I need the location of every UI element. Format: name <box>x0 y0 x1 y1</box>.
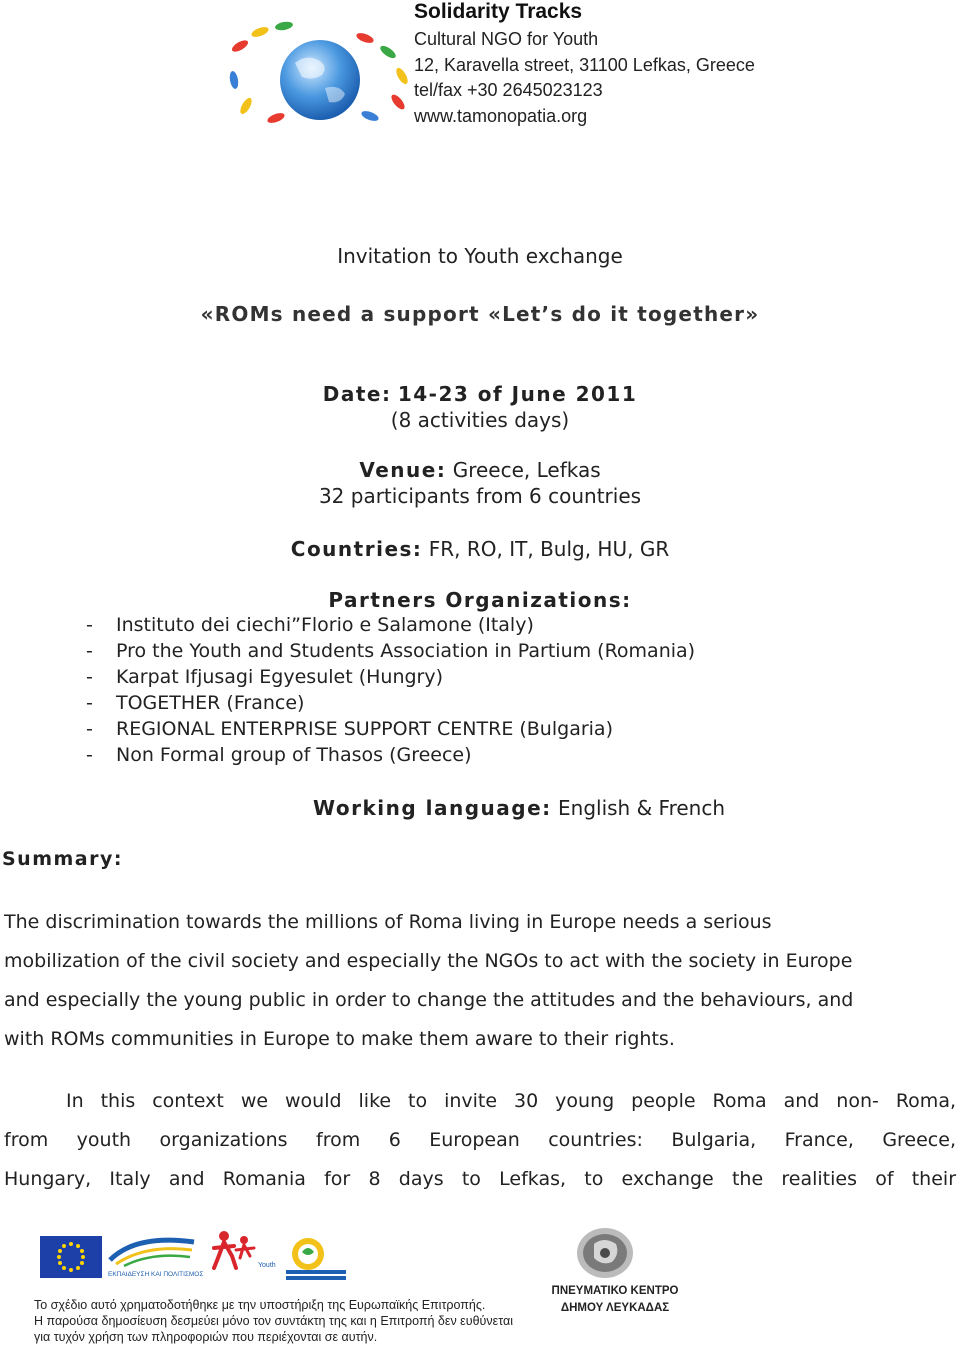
organization-name: Solidarity Tracks <box>414 0 583 23</box>
summary-line: from youth organizations from 6 European countries: Bulgaria, France, Greece, <box>4 1129 956 1151</box>
countries-value: FR, RO, IT, Bulg, HU, GR <box>428 537 670 561</box>
summary-label: Summary: <box>2 848 123 870</box>
partner-item: - TOGETHER (France) <box>86 692 305 714</box>
partner-name: Karpat Ifjusagi Egyesulet (Hungry) <box>116 666 444 688</box>
working-language-value: English & French <box>558 796 726 820</box>
funding-line: για τυχόν χρήση των πληροφοριών που περιέχονται σε αυτήν. <box>34 1330 378 1344</box>
venue-label: Venue: <box>359 458 447 482</box>
summary-line: The discrimination towards the millions of Roma living in Europe needs a serious <box>4 911 772 933</box>
summary-line: and especially the young public in order to change the attitudes and the behaviours, and <box>4 989 854 1011</box>
summary-line: Hungary, Italy and Romania for 8 days to Lefkas, to exchange the realities of their <box>4 1168 956 1190</box>
summary-paragraph-2 <box>4 1082 956 1199</box>
cultural-center-line-2: ΔΗΜΟΥ ΛΕΥΚΑΔΑΣ <box>560 1302 670 1314</box>
solidarity-tracks-logo-icon <box>282 1234 350 1282</box>
education-culture-caption: ΕΚΠΑΙΔΕΥΣΗ ΚΑΙ ΠΟΛΙΤΙΣΜΟΣ <box>108 1271 204 1278</box>
project-title: «ROMs need a support «Let’s do it together» <box>200 302 760 326</box>
partner-name: REGIONAL ENTERPRISE SUPPORT CENTRE (Bulgaria) <box>116 718 613 740</box>
activity-days: (8 activities days) <box>390 408 570 432</box>
summary-line: with ROMs communities in Europe to make them aware to their rights. <box>4 1028 675 1050</box>
partners-label: Partners Organizations: <box>328 588 632 612</box>
eu-flag-icon <box>40 1236 102 1278</box>
organization-address: 12, Karavella street, 31100 Lefkas, Greece <box>414 55 755 75</box>
partner-item: - Instituto dei ciechi”Florio e Salamone (Italy) <box>86 614 534 636</box>
summary-paragraph-1 <box>4 903 956 1059</box>
organization-type: Cultural NGO for Youth <box>414 29 599 49</box>
participants-line: 32 participants from 6 countries <box>318 484 642 508</box>
organization-website: www.tamonopatia.org <box>414 106 588 126</box>
venue-line <box>0 458 960 482</box>
partner-item: - Karpat Ifjusagi Egyesulet (Hungry) <box>86 666 444 688</box>
youth-programme-logo-icon <box>210 1228 258 1272</box>
working-language-line <box>313 796 725 820</box>
organization-logo-globe-icon <box>220 18 420 124</box>
partner-item: - Non Formal group of Thasos (Greece) <box>86 744 472 766</box>
funding-line: Το σχέδιο αυτό χρηματοδοτήθηκε με την υποστήριξη της Ευρωπαϊκής Επιτροπής. <box>34 1298 486 1312</box>
partner-item: - REGIONAL ENTERPRISE SUPPORT CENTRE (Bulgaria) <box>86 718 613 740</box>
summary-line: In this context we would like to invite 30 young people Roma and non- Roma, <box>66 1090 956 1112</box>
date-value: 14-23 of June 2011 <box>397 382 638 406</box>
date-label: Date: <box>322 382 392 406</box>
education-culture-logo-icon <box>106 1230 198 1272</box>
date-line <box>0 382 960 406</box>
partner-item: - Pro the Youth and Students Association in Partium (Romania) <box>86 640 696 662</box>
venue-value: Greece, Lefkas <box>452 458 601 482</box>
invitation-title: Invitation to Youth exchange <box>337 244 623 268</box>
municipal-seal-icon <box>574 1226 636 1280</box>
working-language-label: Working language: <box>313 796 552 820</box>
summary-line: mobilization of the civil society and especially the NGOs to act with the society in Europe <box>4 950 853 972</box>
countries-line <box>0 537 960 561</box>
countries-label: Countries: <box>290 537 423 561</box>
partner-name: TOGETHER (France) <box>116 692 305 714</box>
partner-name: Instituto dei ciechi”Florio e Salamone (Italy) <box>116 614 534 636</box>
youth-label: Youth <box>258 1262 276 1269</box>
organization-phone: tel/fax +30 2645023123 <box>414 80 603 100</box>
partner-name: Non Formal group of Thasos (Greece) <box>116 744 472 766</box>
funding-line: Η παρούσα δημοσίευση δεσμεύει μόνο τον συντάκτη της και η Επιτροπή δεν ευθύνεται <box>34 1314 513 1328</box>
cultural-center-line-1: ΠΝΕΥΜΑΤΙΚΟ ΚΕΝΤΡΟ <box>551 1285 679 1297</box>
partner-name: Pro the Youth and Students Association in Partium (Romania) <box>116 640 696 662</box>
